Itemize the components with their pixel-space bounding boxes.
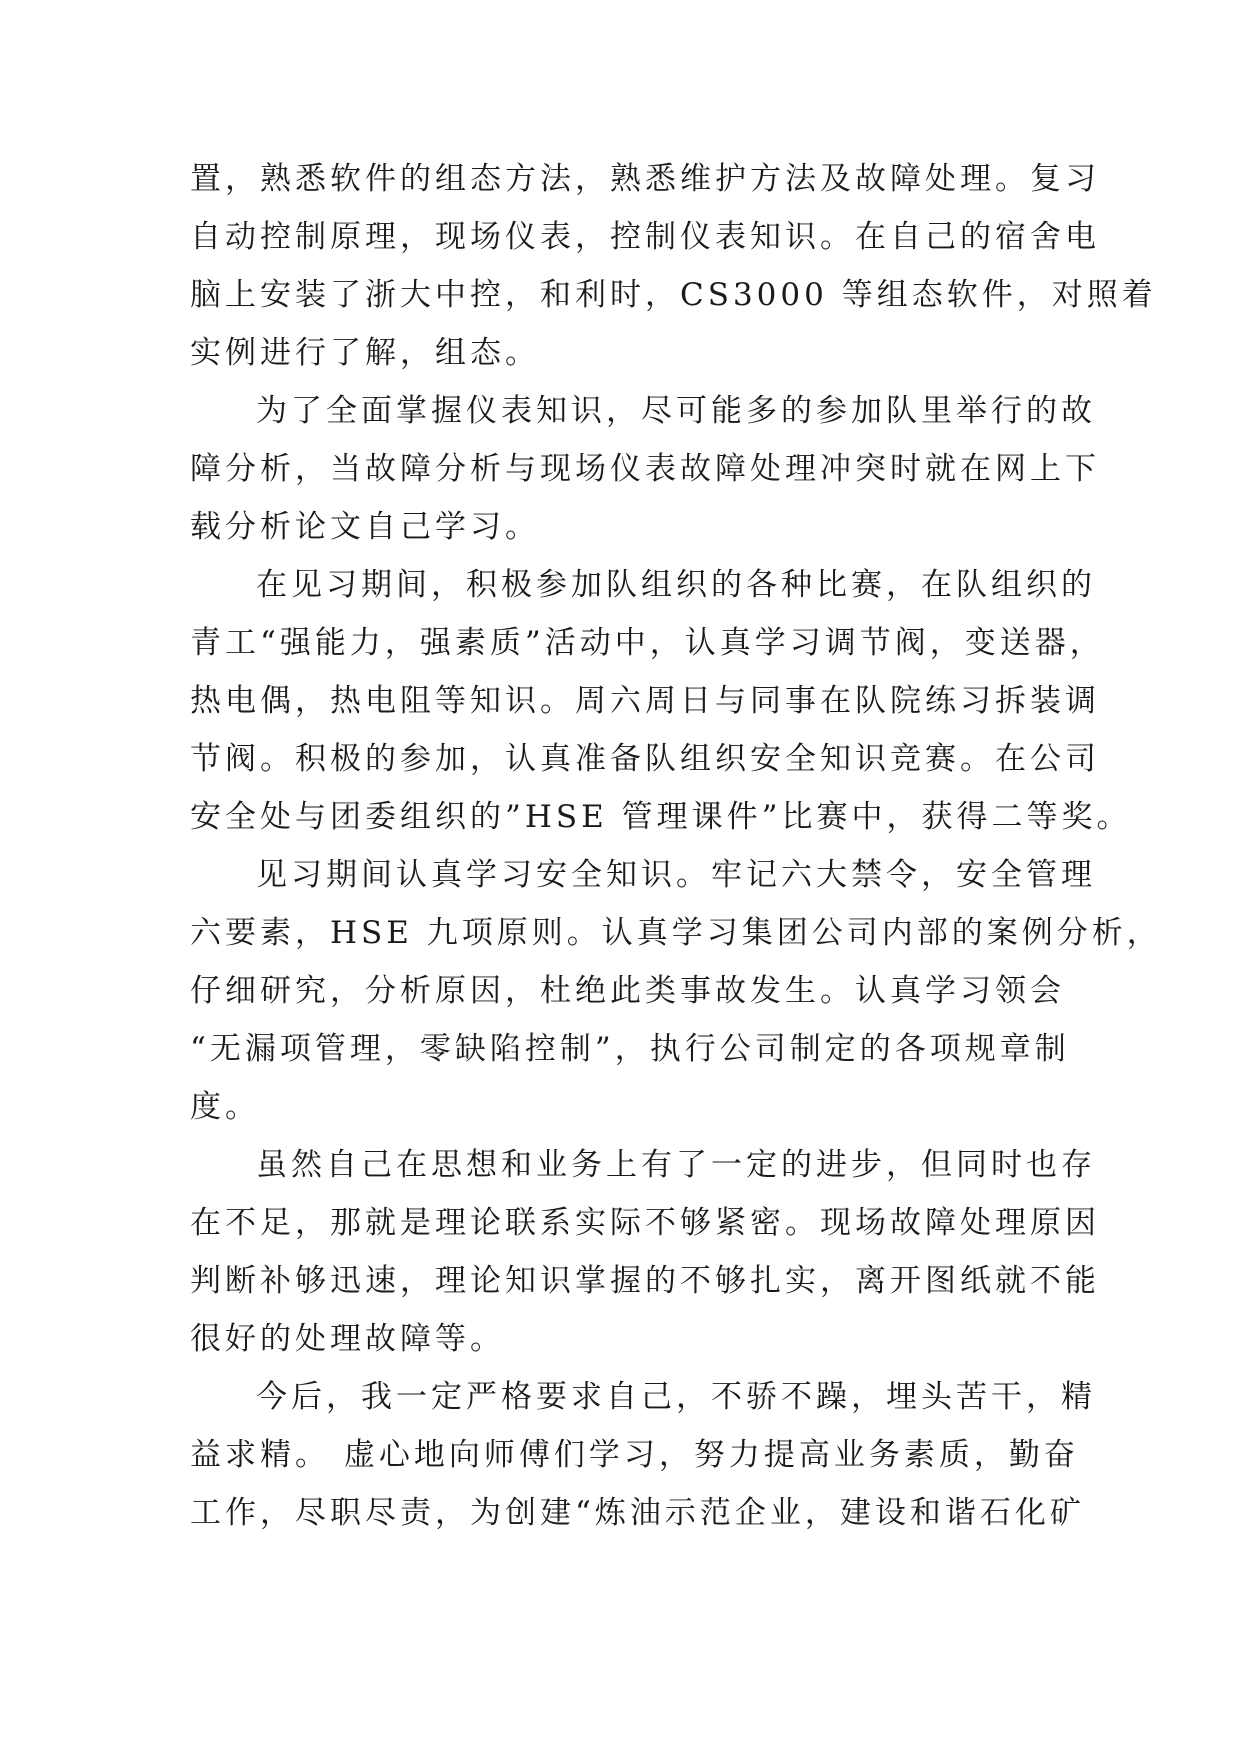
- paragraph-competitions: [190, 556, 1132, 846]
- text-line: 热电偶，热电阻等知识。周六周日与同事在队院练习拆装调: [190, 683, 1100, 719]
- text-line: 载分析论文自己学习。: [190, 509, 540, 545]
- text-line: 仔细研究，分析原因，杜绝此类事故发生。认真学习领会: [190, 973, 1065, 1009]
- paragraph-shortcomings: [190, 1136, 1100, 1368]
- text-line: 很好的处理故障等。: [190, 1321, 505, 1357]
- text-line: 脑上安装了浙大中控，和利时，CS3000 等组态软件，对照着: [190, 277, 1157, 313]
- text-line: 障分析，当故障分析与现场仪表故障处理冲突时就在网上下: [190, 451, 1100, 487]
- text-line: 见习期间认真学习安全知识。牢记六大禁令，安全管理: [256, 857, 1096, 893]
- document-body: [190, 150, 1162, 1542]
- paragraph-continued: [190, 150, 1157, 382]
- paragraph-safety-knowledge: [190, 846, 1162, 1136]
- text-line: 为了全面掌握仪表知识，尽可能多的参加队里举行的故: [256, 393, 1096, 429]
- text-line: 自动控制原理，现场仪表，控制仪表知识。在自己的宿舍电: [190, 219, 1100, 255]
- text-line: 工作，尽职尽责，为创建“炼油示范企业，建设和谐石化矿: [190, 1495, 1085, 1531]
- text-line: 青工“强能力，强素质”活动中，认真学习调节阀，变送器，: [190, 625, 1105, 661]
- text-line: 虽然自己在思想和业务上有了一定的进步，但同时也存: [256, 1147, 1096, 1183]
- text-line: 判断补够迅速，理论知识掌握的不够扎实，离开图纸就不能: [190, 1263, 1100, 1299]
- text-line: 在见习期间，积极参加队组织的各种比赛，在队组织的: [256, 567, 1096, 603]
- text-line: 实例进行了解，组态。: [190, 335, 540, 371]
- text-line: 六要素，HSE 九项原则。认真学习集团公司内部的案例分析，: [190, 915, 1162, 951]
- text-line: “无漏项管理，零缺陷控制”，执行公司制定的各项规章制: [190, 1031, 1070, 1067]
- paragraph-instrument-knowledge: [190, 382, 1100, 556]
- text-line: 今后，我一定严格要求自己，不骄不躁，埋头苦干，精: [256, 1379, 1096, 1415]
- text-line: 置，熟悉软件的组态方法，熟悉维护方法及故障处理。复习: [190, 161, 1100, 197]
- text-line: 在不足，那就是理论联系实际不够紧密。现场故障处理原因: [190, 1205, 1100, 1241]
- text-line: 益求精。 虚心地向师傅们学习，努力提高业务素质，勤奋: [190, 1437, 1079, 1473]
- paragraph-future-plans: [190, 1368, 1096, 1542]
- text-line: 度。: [190, 1089, 260, 1125]
- text-line: 节阀。积极的参加，认真准备队组织安全知识竞赛。在公司: [190, 741, 1100, 777]
- text-line: 安全处与团委组织的”HSE 管理课件”比赛中，获得二等奖。: [190, 799, 1132, 835]
